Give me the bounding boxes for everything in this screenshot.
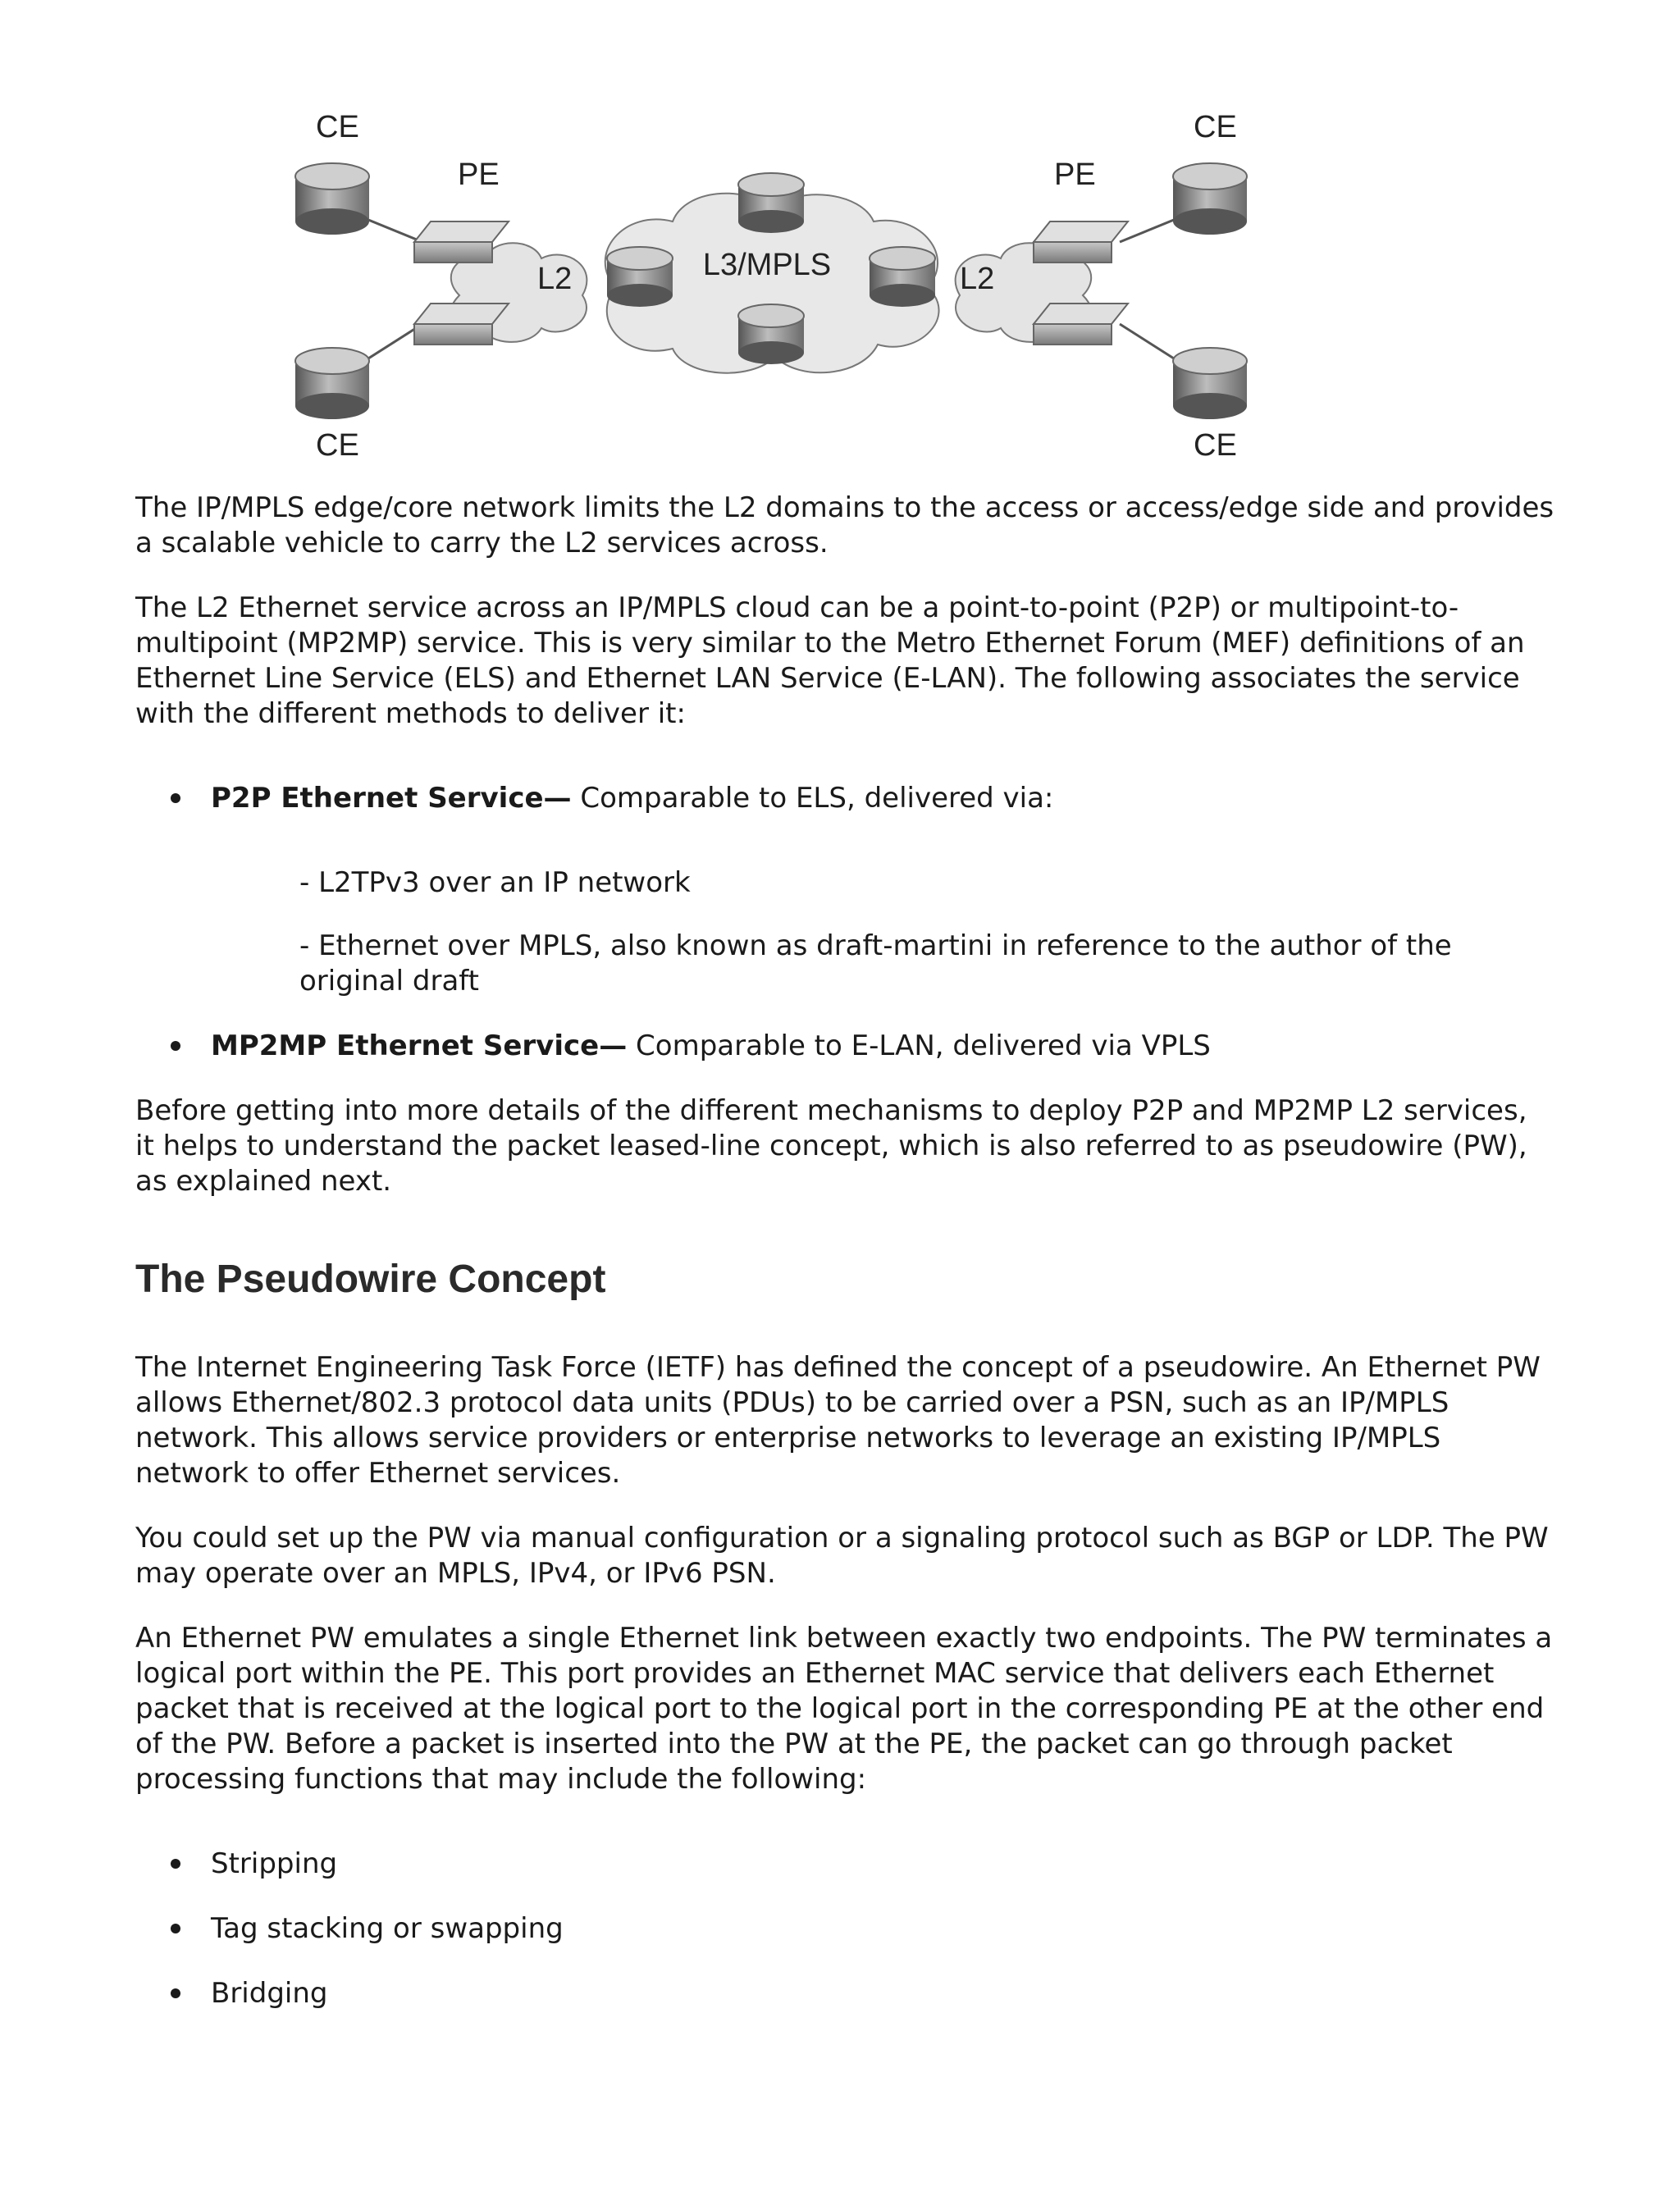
router-edge-right — [870, 247, 935, 307]
list-item: Bridging — [135, 1976, 1554, 2011]
label-l2-right: L2 — [960, 262, 995, 296]
paragraph-l2-service: The L2 Ethernet service across an IP/MPLS cloud can be a point-to-point (P2P) or multipoint-to-multipoint (MP2MP) service. This is very similar to the Metro Ethernet Forum (MEF) definitions of an Ethernet Line Service (ELS) and Ethernet LAN Service (E-LAN). The following associates the service with the different methods to deliver it: — [135, 591, 1525, 730]
desc-mp2mp: Comparable to E-LAN, delivered via VPLS — [627, 1029, 1211, 1062]
term-p2p: P2P Ethernet Service— — [211, 782, 572, 815]
list-item-p2p — [135, 781, 1554, 816]
label-ce-bottom-left: CE — [316, 428, 359, 463]
service-list — [135, 781, 1554, 816]
paragraph-emulation: An Ethernet PW emulates a single Ethernet link between exactly two endpoints. The PW terminates a logical port within the PE. This port provides an Ethernet MAC service that delivers each Ethernet packet that is received at the logical port to the logical port in the corresponding PE at the other end of the PW. Before a packet is inserted into the PW at the PE, the packet can go through packet processing functions that may include the following: — [135, 1622, 1553, 1796]
bullet-icon — [171, 1988, 180, 1998]
bullet-icon — [171, 1859, 180, 1869]
router-edge-left — [607, 247, 673, 307]
router-ce-bottom-left — [295, 348, 369, 419]
router-core-bottom — [738, 304, 804, 364]
document-body — [135, 491, 1554, 2041]
processing-list — [135, 1847, 1554, 2011]
label-l2-left: L2 — [537, 262, 573, 296]
paragraph-edge-core: The IP/MPLS edge/core network limits the L2 domains to the access or access/edge side and provides a scalable vehicle to carry the L2 services across. — [135, 491, 1554, 559]
router-ce-top-left — [295, 163, 369, 235]
router-ce-top-right — [1173, 163, 1247, 235]
method-eompls: - Ethernet over MPLS, also known as draft-martini in reference to the author of the original draft — [299, 929, 1452, 998]
method-l2tpv3: - L2TPv3 over an IP network — [299, 866, 691, 899]
p2p-methods — [135, 865, 1554, 999]
paragraph-setup: You could set up the PW via manual configuration or a signaling protocol such as BGP or LDP. The PW may operate over an MPLS, IPv4, or IPv6 PSN. — [135, 1522, 1549, 1590]
service-list-2 — [135, 1029, 1554, 1064]
list-item: Stripping — [135, 1847, 1554, 1882]
network-diagram — [271, 107, 1271, 468]
list-item: Tag stacking or swapping — [135, 1911, 1554, 1947]
bullet-icon — [171, 1041, 180, 1051]
paragraph-before-details: Before getting into more details of the different mechanisms to deploy P2P and MP2MP L2 services, it helps to understand the packet leased-line concept, which is also referred to as pseudowire (PW), as explained next. — [135, 1094, 1527, 1198]
switch-pe-bottom-right — [1034, 304, 1128, 345]
switch-pe-top-right — [1034, 221, 1128, 262]
router-ce-bottom-right — [1173, 348, 1247, 419]
label-pe-right: PE — [1054, 158, 1096, 192]
section-heading: The Pseudowire Concept — [135, 1258, 606, 1301]
label-ce-top-right: CE — [1194, 110, 1237, 144]
router-core-top — [738, 173, 804, 233]
term-mp2mp: MP2MP Ethernet Service— — [211, 1029, 628, 1062]
list-item-mp2mp — [135, 1029, 1554, 1064]
label-pe-left: PE — [458, 158, 500, 192]
label-ce-top-left: CE — [316, 110, 359, 144]
bullet-icon — [171, 793, 180, 803]
bullet-icon — [171, 1924, 180, 1933]
label-ce-bottom-right: CE — [1194, 428, 1237, 463]
paragraph-ietf: The Internet Engineering Task Force (IETF) has defined the concept of a pseudowire. An Ethernet PW allows Ethernet/802.3 protocol data units (PDUs) to be carried over a PSN, such as an IP/MPLS network. This allows service providers or enterprise networks to leverage an existing IP/MPLS network to offer Ethernet services. — [135, 1351, 1541, 1490]
label-core: L3/MPLS — [702, 248, 832, 282]
desc-p2p: Comparable to ELS, delivered via: — [571, 782, 1054, 815]
